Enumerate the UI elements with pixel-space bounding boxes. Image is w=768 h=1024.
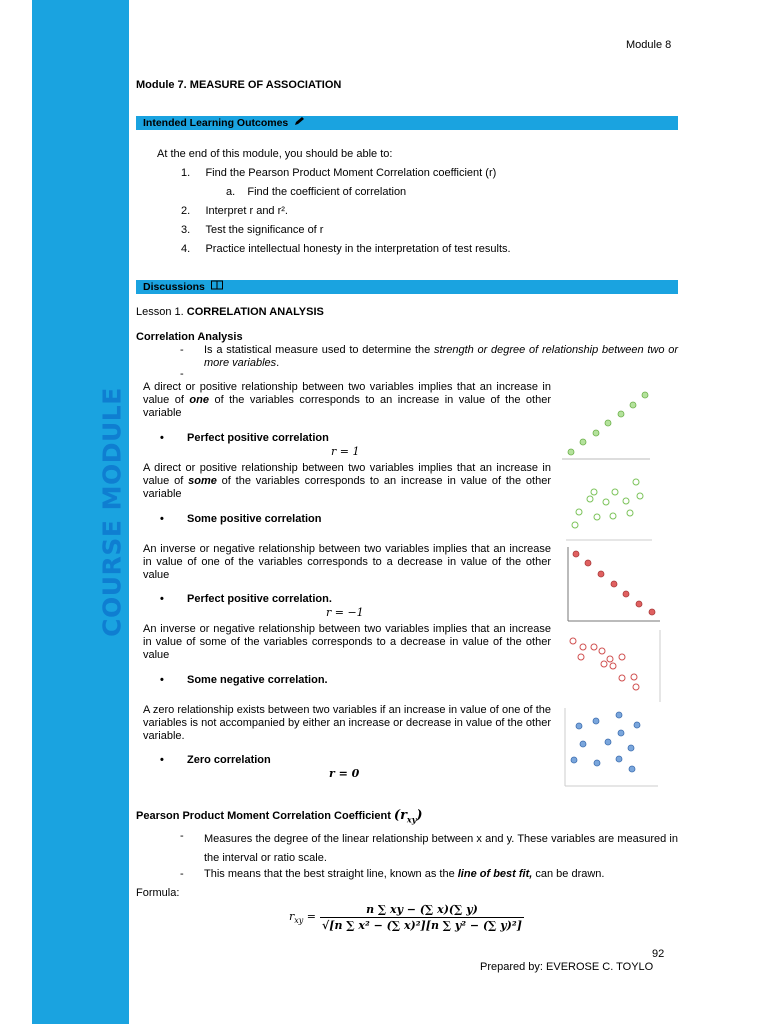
lhs-sub: xy bbox=[294, 916, 304, 926]
red-dot bbox=[598, 571, 604, 577]
bullet-some-positive bbox=[163, 513, 321, 526]
blue-dot bbox=[571, 757, 577, 763]
section-1-text bbox=[143, 381, 551, 420]
green-dot bbox=[612, 489, 618, 495]
prepared-by: Prepared by: EVEROSE C. TOYLO bbox=[480, 961, 654, 973]
blue-dot bbox=[593, 718, 599, 724]
blue-dot bbox=[616, 756, 622, 762]
pencil-icon bbox=[294, 116, 306, 130]
lesson-prefix: Lesson 1. bbox=[136, 306, 187, 318]
formula-lhs: $r_{xy}$ = bbox=[289, 909, 317, 926]
red-dot bbox=[619, 675, 625, 681]
bullet-label: Some positive correlation bbox=[187, 513, 322, 525]
book-icon bbox=[211, 280, 223, 294]
red-dot bbox=[573, 551, 579, 557]
pearson-heading bbox=[136, 809, 423, 827]
dash-marker: - bbox=[180, 344, 184, 356]
bullet-zero bbox=[163, 754, 271, 767]
green-dot bbox=[587, 496, 593, 502]
ilo-bar bbox=[136, 116, 678, 130]
blue-dot bbox=[594, 760, 600, 766]
scatter-some-positive bbox=[566, 473, 654, 543]
discussions-bar bbox=[136, 280, 678, 294]
formula-numerator: n ∑ xy − (∑ x)(∑ y) bbox=[366, 903, 478, 916]
text: A direct or positive relationship between two variables implies that an increase in value of bbox=[143, 381, 551, 406]
ilo-item-3: 3. Test the significance of r bbox=[181, 224, 324, 236]
section-4-text: An inverse or negative relationship between two variables implies that an increase in value of some of the variables corresponds to a decrease in value of the other value bbox=[143, 623, 551, 661]
red-dot bbox=[607, 656, 613, 662]
bullet-label: Some negative correlation bbox=[187, 674, 325, 686]
blue-dot bbox=[605, 739, 611, 745]
bullet-label: Zero correlation bbox=[187, 754, 271, 766]
text: can be drawn. bbox=[532, 868, 605, 880]
pearson-desc-2 bbox=[204, 868, 604, 881]
formula-label: Formula: bbox=[136, 887, 180, 899]
blue-dot bbox=[576, 723, 582, 729]
ca-definition-text: Is a statistical measure used to determine the bbox=[204, 344, 434, 356]
red-dot bbox=[570, 638, 576, 644]
ca-definition bbox=[204, 344, 678, 370]
red-dot bbox=[580, 644, 586, 650]
red-dot bbox=[599, 648, 605, 654]
bullet-some-negative bbox=[163, 674, 328, 687]
green-dot bbox=[603, 499, 609, 505]
green-dot bbox=[618, 411, 624, 417]
pearson-symbol-end: ) bbox=[416, 808, 423, 823]
formula-fraction bbox=[320, 903, 524, 932]
formula-r-0: r = 0 bbox=[329, 767, 360, 780]
course-module-vertical-text: COURSE MODULE bbox=[97, 387, 127, 637]
blue-dot bbox=[616, 712, 622, 718]
green-dot bbox=[610, 513, 616, 519]
green-dot bbox=[591, 489, 597, 495]
green-dot bbox=[576, 509, 582, 515]
pearson-desc-1: Measures the degree of the linear relationship between x and y. These variables are measured in the interval or ratio scale. bbox=[204, 833, 678, 864]
blue-dot bbox=[618, 730, 624, 736]
lesson-name: CORRELATION ANALYSIS bbox=[186, 306, 324, 318]
blue-dot bbox=[580, 741, 586, 747]
green-dot bbox=[572, 522, 578, 528]
red-dot bbox=[601, 661, 607, 667]
green-dot bbox=[580, 439, 586, 445]
page-number: 92 bbox=[652, 948, 665, 960]
bullet-suffix: . bbox=[328, 593, 332, 605]
green-dot bbox=[633, 479, 639, 485]
text: This means that the best straight line, known as the bbox=[204, 868, 458, 880]
green-dot bbox=[630, 402, 636, 408]
emphasis: line of best fit, bbox=[457, 868, 533, 880]
ilo-item-2: 2. Interpret r and r². bbox=[181, 205, 288, 217]
pearson-symbol: (r bbox=[393, 808, 407, 823]
sidebar-band bbox=[32, 0, 129, 1024]
green-dot bbox=[594, 514, 600, 520]
red-dot bbox=[649, 609, 655, 615]
pearson-formula bbox=[289, 903, 524, 932]
emphasis: some bbox=[188, 475, 217, 487]
red-dot bbox=[636, 601, 642, 607]
green-dot bbox=[593, 430, 599, 436]
discussions-bar-label: Discussions bbox=[143, 281, 205, 293]
ca-definition-end: . bbox=[276, 357, 280, 369]
section-2-text bbox=[143, 462, 551, 501]
red-dot bbox=[611, 581, 617, 587]
red-dot bbox=[591, 644, 597, 650]
bullet-label: Perfect positive correlation bbox=[187, 593, 329, 605]
lesson-heading bbox=[136, 306, 324, 319]
lhs-symbol: r bbox=[289, 909, 295, 923]
bullet-label: Perfect positive correlation bbox=[187, 432, 329, 444]
text: of the variables corresponds to an increase in value of the other variable bbox=[143, 394, 552, 419]
formula-r-1: r = 1 bbox=[331, 445, 360, 458]
text: of the variables corresponds to an increase in value of the other variable bbox=[143, 475, 552, 500]
text: A direct or positive relationship between two variables implies that an increase in value of bbox=[143, 462, 551, 487]
ilo-item-1: 1. Find the Pearson Product Moment Correlation coefficient (r) bbox=[181, 167, 497, 179]
ca-heading: Correlation Analysis bbox=[136, 331, 243, 343]
page-title: Module 7. MEASURE OF ASSOCIATION bbox=[136, 79, 342, 91]
module-label: Module 8 bbox=[626, 39, 672, 51]
ilo-bar-label: Intended Learning Outcomes bbox=[143, 117, 289, 129]
red-dot bbox=[578, 654, 584, 660]
ca-definition-emphasis: strength or degree of relationship between two or more variables bbox=[204, 344, 678, 369]
section-3-text: An inverse or negative relationship between two variables implies that an increase in value of one of the variables corresponds to a decrease in value of the other value bbox=[143, 543, 551, 581]
scatter-perfect-negative bbox=[566, 547, 662, 623]
dash-marker: - bbox=[180, 830, 184, 842]
scatter-some-negative bbox=[566, 630, 662, 704]
dash-marker: - bbox=[180, 868, 184, 880]
green-dot bbox=[605, 420, 611, 426]
green-dot bbox=[627, 510, 633, 516]
blue-dot bbox=[629, 766, 635, 772]
red-dot bbox=[585, 560, 591, 566]
red-dot bbox=[619, 654, 625, 660]
emphasis: one bbox=[189, 394, 209, 406]
green-dot bbox=[642, 392, 648, 398]
scatter-zero bbox=[564, 708, 660, 788]
green-dot bbox=[637, 493, 643, 499]
green-dot bbox=[568, 449, 574, 455]
pearson-heading-text: Pearson Product Moment Correlation Coefficient bbox=[136, 810, 394, 822]
formula-denominator: √[n ∑ x² − (∑ x)²][n ∑ y² − (∑ y)²] bbox=[322, 919, 522, 932]
pearson-symbol-sub: xy bbox=[406, 814, 417, 825]
ilo-item-1a: a. Find the coefficient of correlation bbox=[226, 186, 407, 198]
red-dot bbox=[631, 674, 637, 680]
section-5-text: A zero relationship exists between two variables if an increase in value of one of the variables is not accompanied by either an increase or decrease in value of the other variable. bbox=[143, 704, 551, 742]
red-dot bbox=[610, 663, 616, 669]
blue-dot bbox=[634, 722, 640, 728]
bullet-perfect-negative bbox=[163, 593, 332, 606]
blue-dot bbox=[628, 745, 634, 751]
ilo-intro: At the end of this module, you should be able to: bbox=[157, 148, 393, 160]
ilo-item-4: 4. Practice intellectual honesty in the interpretation of test results. bbox=[181, 243, 511, 255]
red-dot bbox=[633, 684, 639, 690]
red-dot bbox=[623, 591, 629, 597]
bullet-suffix: . bbox=[324, 674, 328, 686]
formula-r-minus-1: r = −1 bbox=[326, 606, 364, 619]
scatter-perfect-positive bbox=[562, 383, 652, 461]
green-dot bbox=[623, 498, 629, 504]
dash-marker: - bbox=[180, 368, 184, 380]
bullet-perfect-positive bbox=[163, 432, 329, 445]
